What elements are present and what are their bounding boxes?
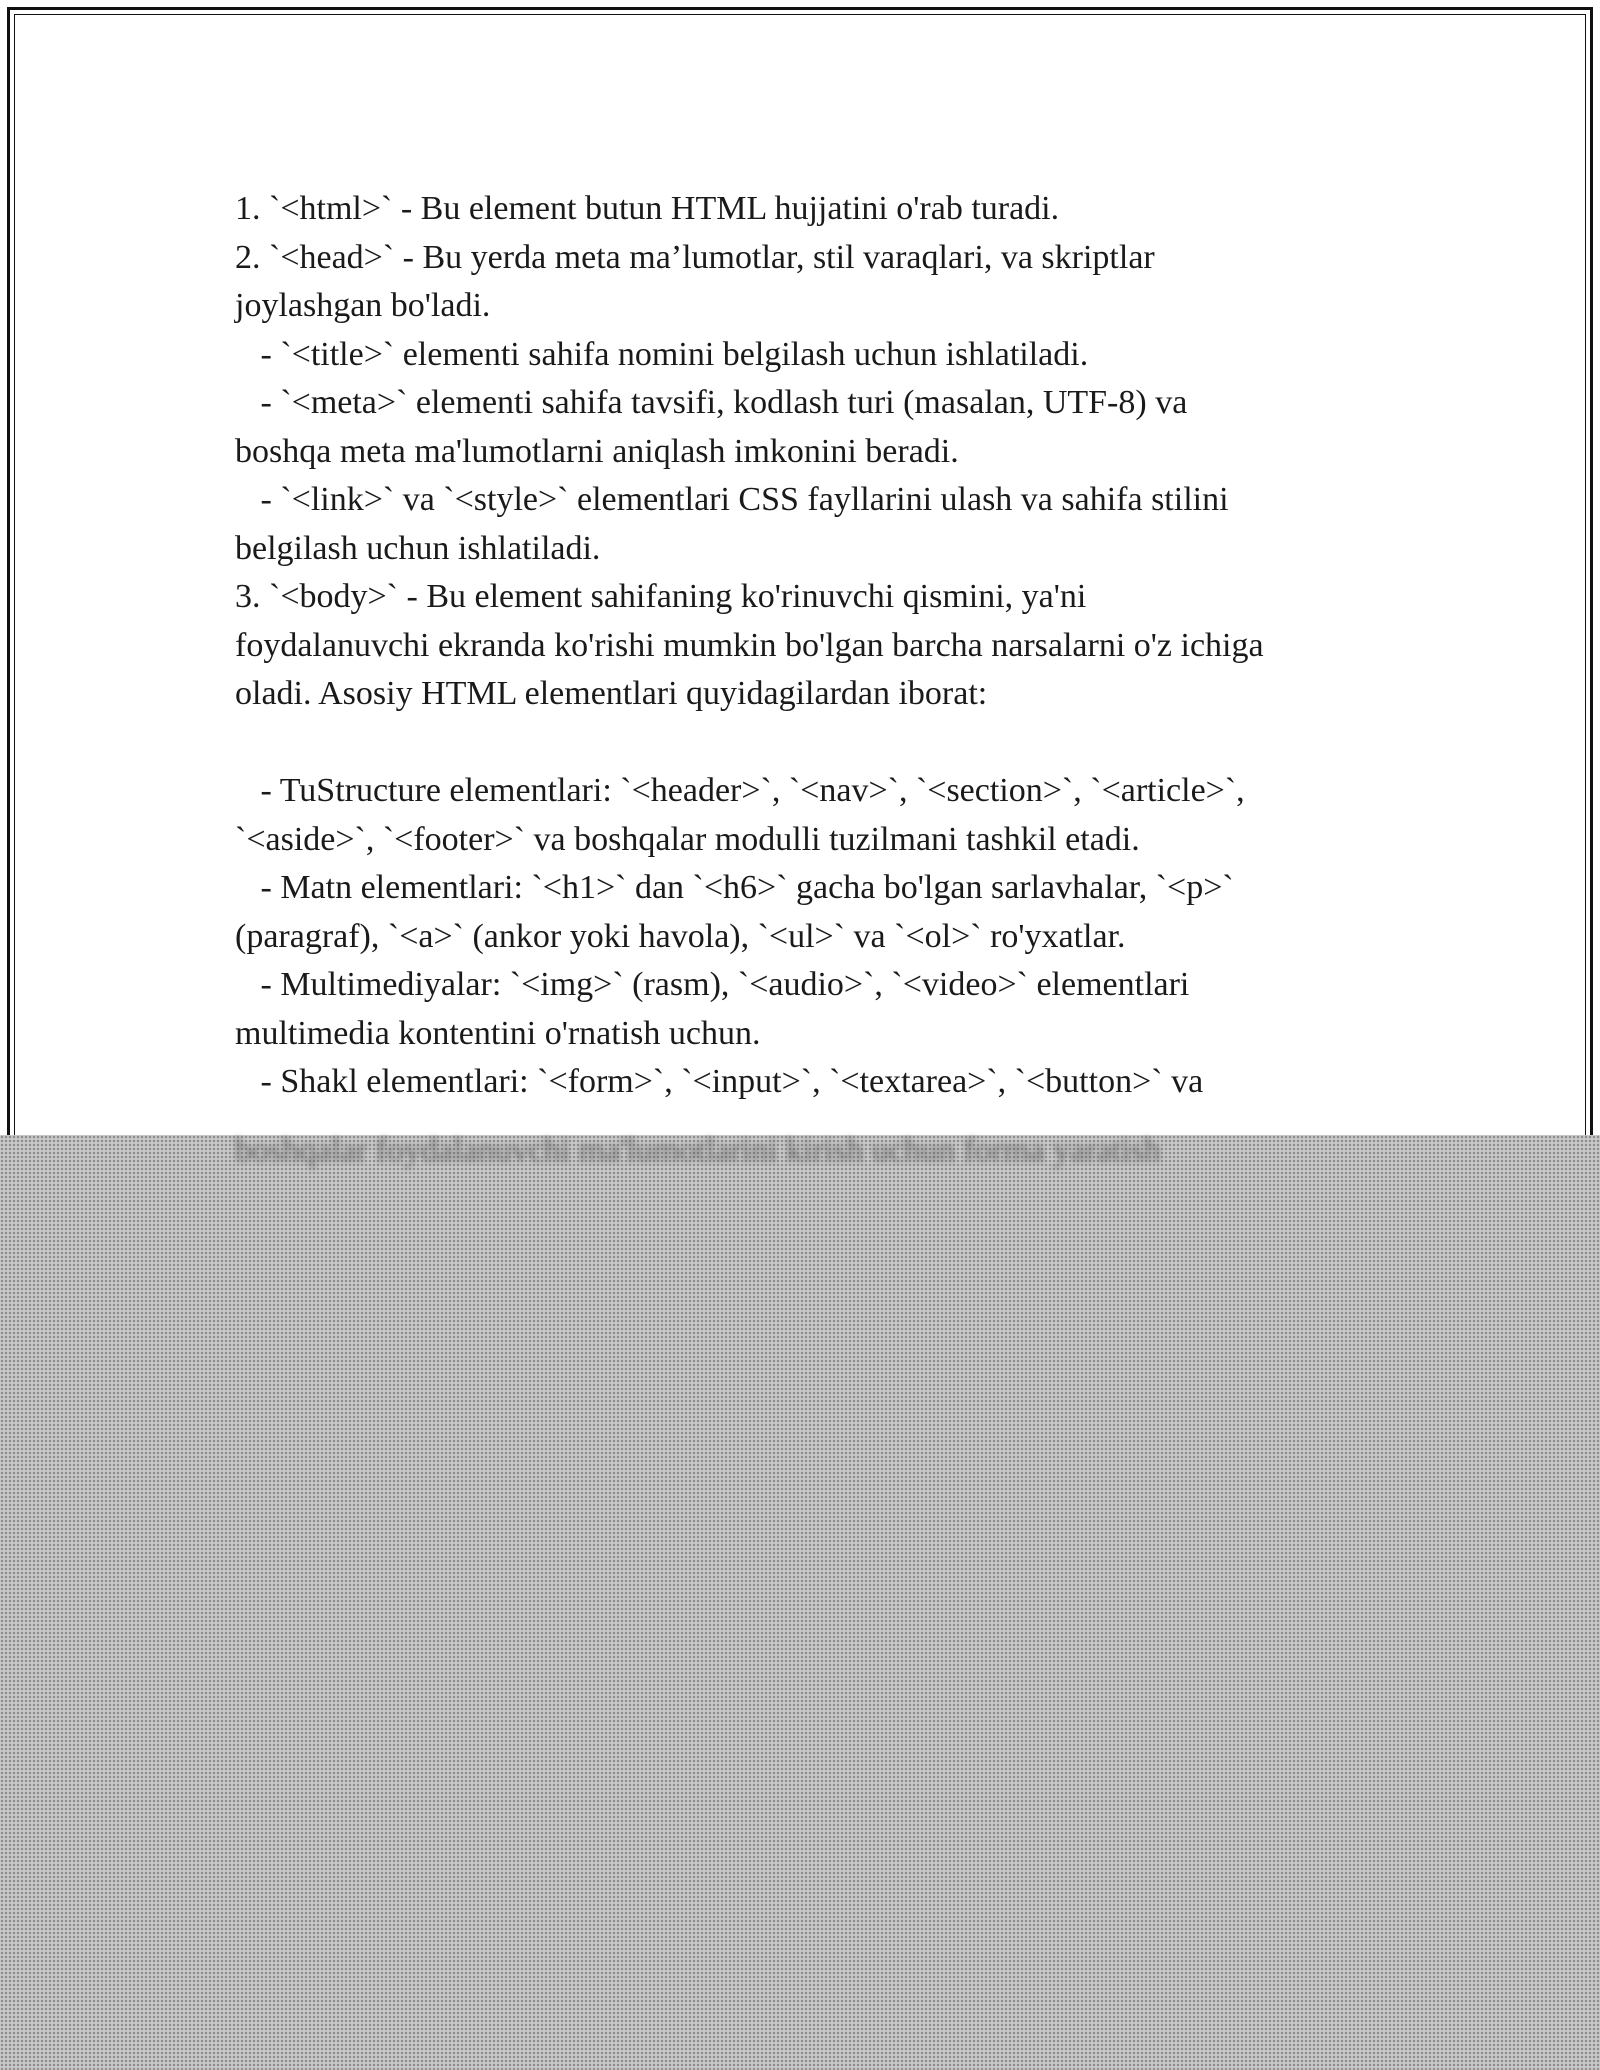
text-line: joylashgan bo'ladi. xyxy=(235,287,491,324)
text-line: (paragraf), `<a>` (ankor yoki havola), `<ul>` va `<ol>` ro'yxatlar. xyxy=(235,917,1126,955)
text-line: - Multimediyalar: `<img>` (rasm), `<audio>`, `<video>` elementlari xyxy=(235,966,1190,1003)
blank-line xyxy=(235,719,1395,768)
text-line: `<aside>`, `<footer>` va boshqalar modulli tuzilmani tashkil etadi. xyxy=(235,820,1140,858)
text-line: - TuStructure elementlari: `<header>`, `<nav>`, `<section>`, `<article>`, xyxy=(235,772,1245,809)
text-line: - `<link>` va `<style>` elementlari CSS fayllarini ulash va sahifa stilini xyxy=(235,481,1229,518)
text-line: - Matn elementlari: `<h1>` dan `<h6>` gacha bo'lgan sarlavhalar, `<p>` xyxy=(235,869,1234,906)
text-line: - `<meta>` elementi sahifa tavsifi, kodlash turi (masalan, UTF-8) va xyxy=(235,384,1188,421)
text-line: - Shakl elementlari: `<form>`, `<input>`, `<textarea>`, `<button>` va xyxy=(235,1063,1204,1100)
text-line: oladi. Asosiy HTML elementlari quyidagilardan iborat: xyxy=(235,675,988,712)
text-line: belgilash uchun ishlatiladi. xyxy=(235,529,601,567)
text-line: 2. `<head>` - Bu yerda meta ma’lumotlar, stil varaqlari, va skriptlar xyxy=(235,238,1155,276)
text-line: 3. `<body>` - Bu element sahifaning ko'rinuvchi qismini, ya'ni xyxy=(235,578,1087,615)
text-line: foydalanuvchi ekranda ko'rishi mumkin bo'lgan barcha narsalarni o'z ichiga xyxy=(235,626,1264,664)
text-line: - `<title>` elementi sahifa nomini belgilash uchun ishlatiladi. xyxy=(235,335,1089,373)
text-line: multimedia kontentini o'rnatish uchun. xyxy=(235,1014,761,1052)
text-line: 1. `<html>` - Bu element butun HTML hujjatini o'rab turadi. xyxy=(235,190,1060,227)
partially-obscured-line: boshqalar foydalanuvchi ma'lumotlarini kirish uchun forma yaratish xyxy=(235,1132,1161,1169)
obscuring-overlay xyxy=(0,1135,1600,2070)
text-line: boshqa meta ma'lumotlarni aniqlash imkonini beradi. xyxy=(235,432,959,470)
document-text xyxy=(235,185,1395,1107)
obscured-text xyxy=(235,1132,1395,1176)
